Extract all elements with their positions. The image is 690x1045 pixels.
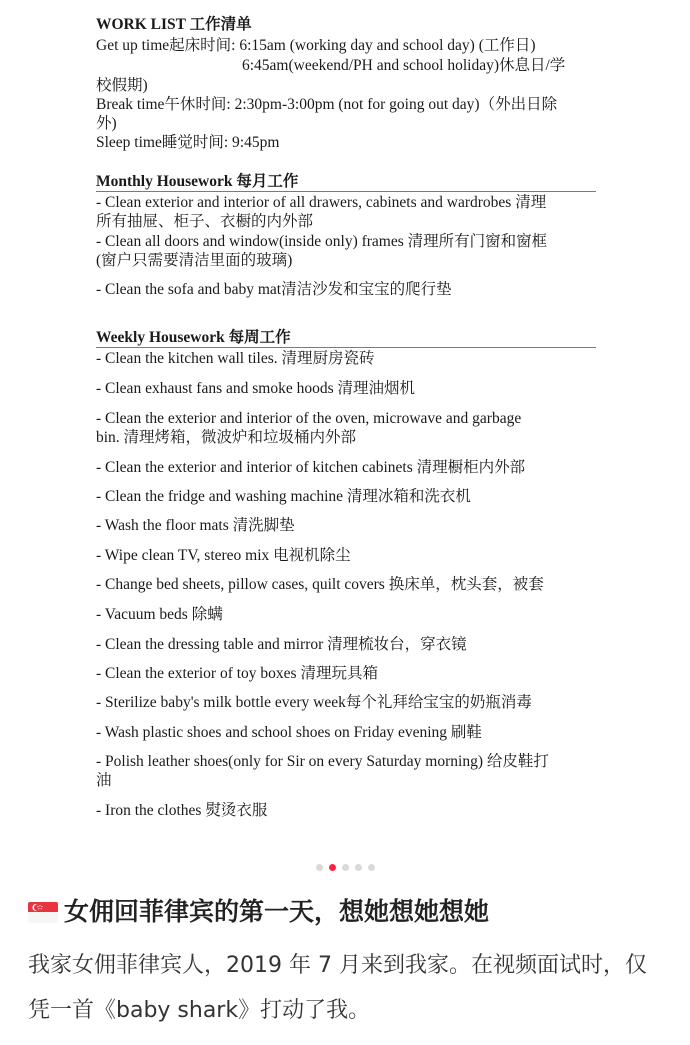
worklist-line: Get up time起床时间: 6:15am (working day and school day) (工作日) bbox=[96, 37, 536, 54]
weekly-line: - Polish leather shoes(only for Sir on every Saturday morning) 给皮鞋打 bbox=[96, 753, 549, 770]
monthly-line: - Clean exterior and interior of all drawers, cabinets and wardrobes 清理 bbox=[96, 194, 547, 211]
weekly-line: - Vacuum beds 除螨 bbox=[96, 606, 223, 623]
monthly-line: (窗户只需要清洁里面的玻璃) bbox=[96, 252, 293, 269]
worklist-line: 校假期) bbox=[96, 77, 148, 94]
weekly-line: - Clean exhaust fans and smoke hoods 清理油烟机 bbox=[96, 380, 415, 397]
weekly-line: - Clean the exterior of toy boxes 清理玩具箱 bbox=[96, 665, 378, 682]
worklist-line: Sleep time睡觉时间: 9:45pm bbox=[96, 134, 280, 151]
weekly-line: - Sterilize baby's milk bottle every week每个礼拜给宝宝的奶瓶消毒 bbox=[96, 694, 532, 711]
weekly-line: - Wash the floor mats 清洗脚垫 bbox=[96, 517, 295, 534]
weekly-line: - Clean the kitchen wall tiles. 清理厨房瓷砖 bbox=[96, 350, 375, 367]
weekly-line: bin. 清理烤箱，微波炉和垃圾桶内外部 bbox=[96, 429, 357, 446]
worklist-line: 外) bbox=[96, 115, 117, 132]
monthly-line: 所有抽屉、柜子、衣橱的内外部 bbox=[96, 213, 314, 230]
worklist-line: Break time午休时间: 2:30pm-3:00pm (not for going out day)（外出日除 bbox=[96, 96, 558, 113]
monthly-line: - Clean all doors and window(inside only) frames 清理所有门窗和窗框 bbox=[96, 233, 548, 250]
carousel-dot-active[interactable] bbox=[329, 864, 336, 871]
singapore-flag-icon bbox=[28, 902, 58, 923]
post-title bbox=[28, 895, 668, 929]
weekly-line: - Clean the exterior and interior of the oven, microwave and garbage bbox=[96, 410, 522, 427]
weekly-line: - Clean the dressing table and mirror 清理梳妆台，穿衣镜 bbox=[96, 636, 467, 653]
carousel-indicator bbox=[0, 864, 690, 871]
weekly-line: - Iron the clothes 熨烫衣服 bbox=[96, 802, 268, 819]
monthly-heading: Monthly Housework 每月工作 bbox=[96, 173, 299, 190]
carousel-dot[interactable] bbox=[342, 864, 349, 871]
weekly-line: - Change bed sheets, pillow cases, quilt covers 换床单，枕头套，被套 bbox=[96, 576, 544, 593]
post-title-text: 女佣回菲律宾的第一天，想她想她想她 bbox=[64, 897, 490, 926]
carousel-dot[interactable] bbox=[355, 864, 362, 871]
weekly-divider bbox=[96, 347, 596, 348]
weekly-heading: Weekly Housework 每周工作 bbox=[96, 329, 291, 346]
monthly-divider bbox=[96, 191, 596, 192]
worklist-heading: WORK LIST 工作清单 bbox=[96, 16, 252, 33]
worklist-line: 6:45am(weekend/PH and school holiday)休息日/学 bbox=[242, 57, 566, 74]
weekly-line: 油 bbox=[96, 772, 112, 789]
monthly-line: - Clean the sofa and baby mat清洁沙发和宝宝的爬行垫 bbox=[96, 281, 452, 298]
carousel-dot[interactable] bbox=[316, 864, 323, 871]
weekly-line: - Clean the exterior and interior of kitchen cabinets 清理橱柜内外部 bbox=[96, 459, 526, 476]
weekly-line: - Wash plastic shoes and school shoes on Friday evening 刷鞋 bbox=[96, 724, 482, 741]
post-body: 我家女佣菲律宾人，2019 年 7 月来到我家。在视频面试时，仅凭一首《baby shark》打动了我。 bbox=[28, 953, 647, 1023]
weekly-line: - Clean the fridge and washing machine 清理冰箱和洗衣机 bbox=[96, 488, 471, 505]
carousel-dot[interactable] bbox=[368, 864, 375, 871]
weekly-line: - Wipe clean TV, stereo mix 电视机除尘 bbox=[96, 547, 351, 564]
